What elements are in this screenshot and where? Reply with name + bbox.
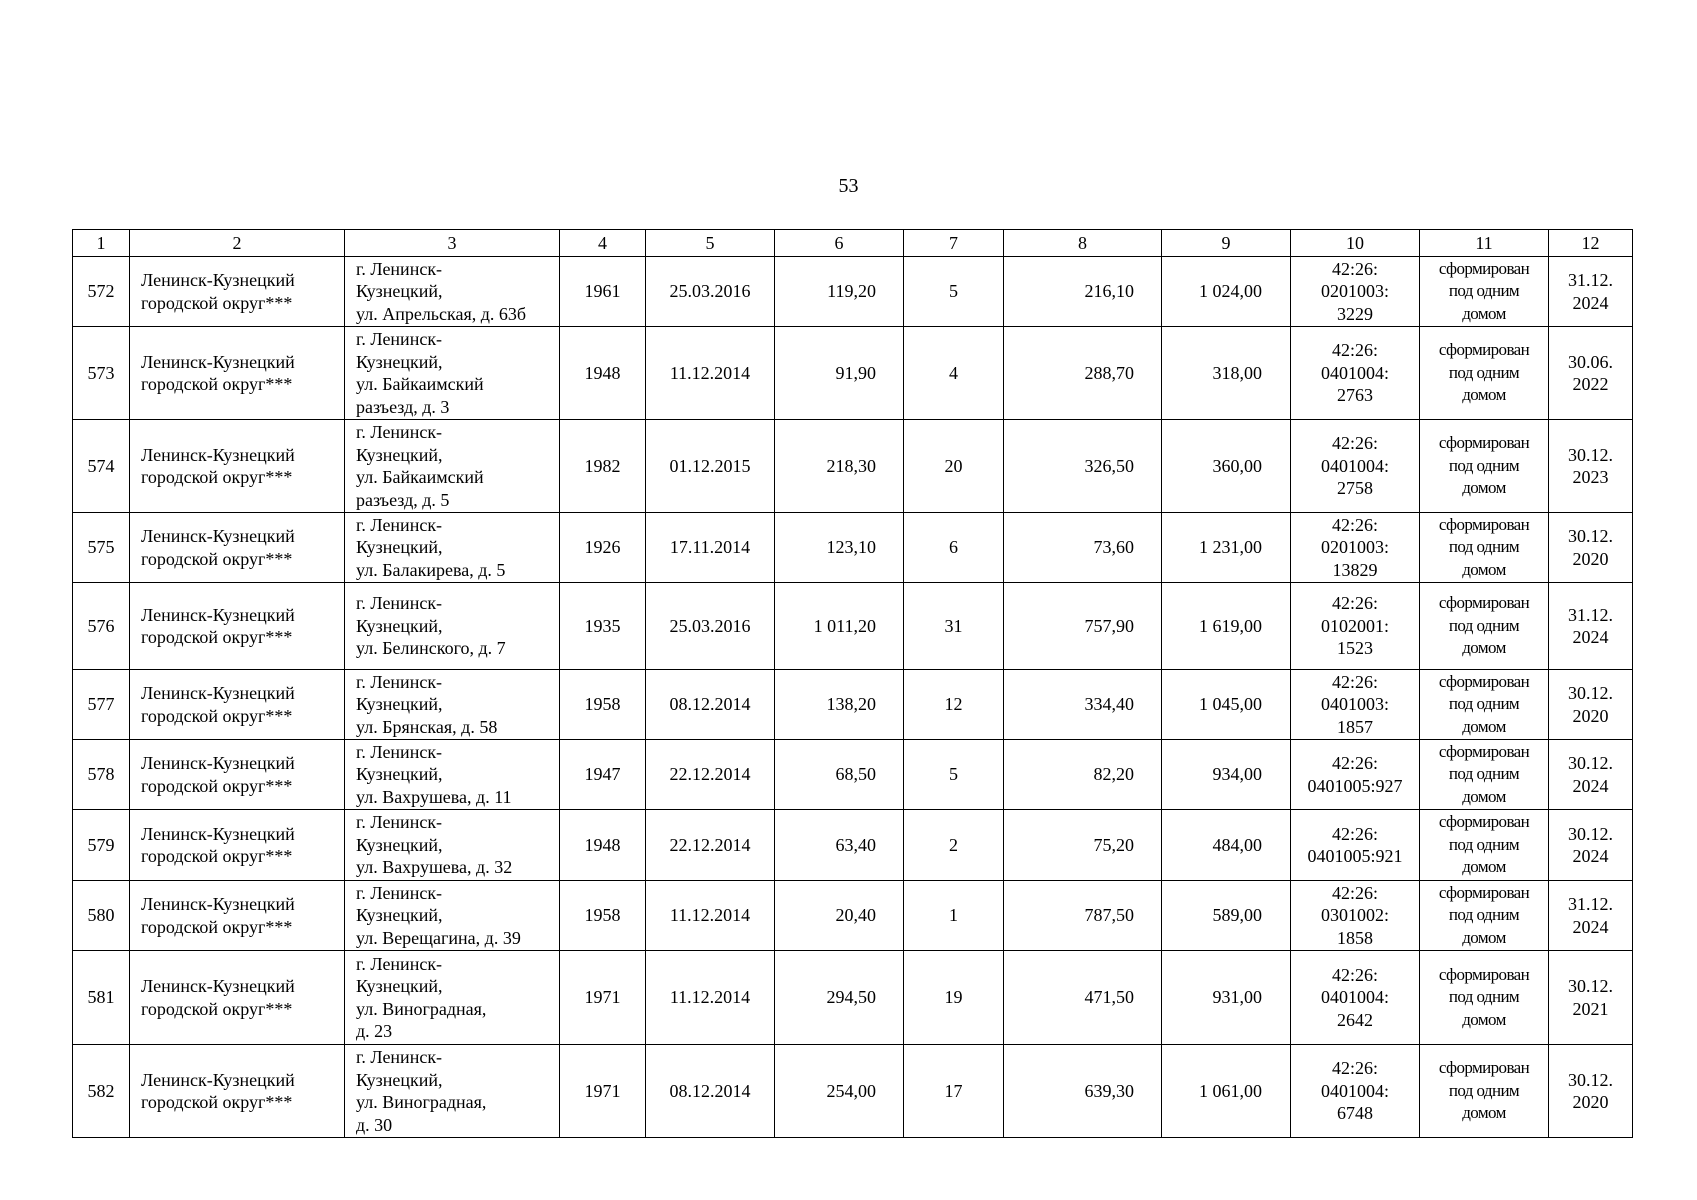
- year-built-cell: 1958: [560, 670, 646, 740]
- table-row: [73, 513, 1633, 583]
- row-number-cell: 572: [73, 257, 130, 327]
- residents-cell: 20: [904, 420, 1004, 513]
- column-number-row: [73, 230, 1633, 257]
- residents-cell: 6: [904, 513, 1004, 583]
- year-built-cell: 1961: [560, 257, 646, 327]
- land-area-cell: 639,30: [1004, 1045, 1162, 1138]
- row-number-cell: 574: [73, 420, 130, 513]
- cadastral-number-cell: 42:26: 0401004: 6748: [1291, 1045, 1420, 1138]
- year-built-cell: 1971: [560, 951, 646, 1045]
- cadastral-number-cell: 42:26: 0401003: 1857: [1291, 670, 1420, 740]
- land-area-cell: 787,50: [1004, 881, 1162, 951]
- municipality-cell: Ленинск-Кузнецкий городской округ***: [130, 1045, 345, 1138]
- land-area-cell: 75,20: [1004, 810, 1162, 881]
- address-cell: г. Ленинск- Кузнецкий, ул. Байкаимский разъезд, д. 5: [345, 420, 560, 513]
- row-number-cell: 581: [73, 951, 130, 1045]
- municipality-cell: Ленинск-Кузнецкий городской округ***: [130, 257, 345, 327]
- cadastral-number-cell: 42:26: 0201003: 13829: [1291, 513, 1420, 583]
- deadline-cell: 30.06. 2022: [1549, 327, 1633, 420]
- table-row: [73, 327, 1633, 420]
- table-row: [73, 670, 1633, 740]
- column-9-cell: 360,00: [1162, 420, 1291, 513]
- residents-cell: 19: [904, 951, 1004, 1045]
- column-9-cell: 1 061,00: [1162, 1045, 1291, 1138]
- land-status-cell: сформирован под одним домом: [1420, 1045, 1549, 1138]
- residents-cell: 12: [904, 670, 1004, 740]
- table-row: [73, 420, 1633, 513]
- address-cell: г. Ленинск- Кузнецкий, ул. Брянская, д. 58: [345, 670, 560, 740]
- address-cell: г. Ленинск- Кузнецкий, ул. Верещагина, д. 39: [345, 881, 560, 951]
- column-9-cell: 484,00: [1162, 810, 1291, 881]
- row-number-cell: 573: [73, 327, 130, 420]
- date-cell: 11.12.2014: [646, 951, 775, 1045]
- residents-cell: 4: [904, 327, 1004, 420]
- date-cell: 25.03.2016: [646, 583, 775, 670]
- land-area-cell: 471,50: [1004, 951, 1162, 1045]
- column-9-cell: 934,00: [1162, 740, 1291, 810]
- land-area-cell: 216,10: [1004, 257, 1162, 327]
- table-row: [73, 1045, 1633, 1138]
- cadastral-number-cell: 42:26: 0401005:921: [1291, 810, 1420, 881]
- date-cell: 08.12.2014: [646, 670, 775, 740]
- row-number-cell: 582: [73, 1045, 130, 1138]
- column-header: 7: [904, 230, 1004, 257]
- land-status-cell: сформирован под одним домом: [1420, 583, 1549, 670]
- table-row: [73, 583, 1633, 670]
- land-status-cell: сформирован под одним домом: [1420, 740, 1549, 810]
- residents-cell: 5: [904, 257, 1004, 327]
- table-row: [73, 881, 1633, 951]
- page-number: 53: [838, 175, 859, 197]
- deadline-cell: 30.12. 2024: [1549, 740, 1633, 810]
- area-cell: 254,00: [775, 1045, 904, 1138]
- area-cell: 20,40: [775, 881, 904, 951]
- column-header: 5: [646, 230, 775, 257]
- residents-cell: 17: [904, 1045, 1004, 1138]
- land-status-cell: сформирован под одним домом: [1420, 513, 1549, 583]
- land-area-cell: 334,40: [1004, 670, 1162, 740]
- year-built-cell: 1982: [560, 420, 646, 513]
- land-area-cell: 288,70: [1004, 327, 1162, 420]
- area-cell: 123,10: [775, 513, 904, 583]
- municipality-cell: Ленинск-Кузнецкий городской округ***: [130, 670, 345, 740]
- area-cell: 63,40: [775, 810, 904, 881]
- date-cell: 17.11.2014: [646, 513, 775, 583]
- cadastral-number-cell: 42:26: 0401004: 2642: [1291, 951, 1420, 1045]
- cadastral-number-cell: 42:26: 0102001: 1523: [1291, 583, 1420, 670]
- column-header: 12: [1549, 230, 1633, 257]
- address-cell: г. Ленинск- Кузнецкий, ул. Вахрушева, д. 11: [345, 740, 560, 810]
- cadastral-number-cell: 42:26: 0401005:927: [1291, 740, 1420, 810]
- land-status-cell: сформирован под одним домом: [1420, 810, 1549, 881]
- deadline-cell: 30.12. 2024: [1549, 810, 1633, 881]
- row-number-cell: 576: [73, 583, 130, 670]
- table-row: [73, 810, 1633, 881]
- land-area-cell: 757,90: [1004, 583, 1162, 670]
- date-cell: 01.12.2015: [646, 420, 775, 513]
- year-built-cell: 1948: [560, 810, 646, 881]
- residents-cell: 31: [904, 583, 1004, 670]
- column-9-cell: 1 045,00: [1162, 670, 1291, 740]
- land-status-cell: сформирован под одним домом: [1420, 951, 1549, 1045]
- date-cell: 22.12.2014: [646, 740, 775, 810]
- land-area-cell: 326,50: [1004, 420, 1162, 513]
- address-cell: г. Ленинск- Кузнецкий, ул. Белинского, д. 7: [345, 583, 560, 670]
- deadline-cell: 31.12. 2024: [1549, 583, 1633, 670]
- area-cell: 218,30: [775, 420, 904, 513]
- year-built-cell: 1926: [560, 513, 646, 583]
- municipality-cell: Ленинск-Кузнецкий городской округ***: [130, 810, 345, 881]
- column-9-cell: 1 024,00: [1162, 257, 1291, 327]
- row-number-cell: 579: [73, 810, 130, 881]
- column-header: 1: [73, 230, 130, 257]
- area-cell: 119,20: [775, 257, 904, 327]
- area-cell: 294,50: [775, 951, 904, 1045]
- deadline-cell: 30.12. 2023: [1549, 420, 1633, 513]
- land-status-cell: сформирован под одним домом: [1420, 257, 1549, 327]
- table-row: [73, 257, 1633, 327]
- residents-cell: 5: [904, 740, 1004, 810]
- date-cell: 08.12.2014: [646, 1045, 775, 1138]
- table-row: [73, 951, 1633, 1045]
- address-cell: г. Ленинск- Кузнецкий, ул. Виноградная, д. 23: [345, 951, 560, 1045]
- deadline-cell: 31.12. 2024: [1549, 257, 1633, 327]
- area-cell: 91,90: [775, 327, 904, 420]
- land-status-cell: сформирован под одним домом: [1420, 420, 1549, 513]
- land-status-cell: сформирован под одним домом: [1420, 327, 1549, 420]
- address-cell: г. Ленинск- Кузнецкий, ул. Апрельская, д. 63б: [345, 257, 560, 327]
- year-built-cell: 1947: [560, 740, 646, 810]
- column-header: 3: [345, 230, 560, 257]
- year-built-cell: 1958: [560, 881, 646, 951]
- column-9-cell: 589,00: [1162, 881, 1291, 951]
- year-built-cell: 1948: [560, 327, 646, 420]
- address-cell: г. Ленинск- Кузнецкий, ул. Балакирева, д. 5: [345, 513, 560, 583]
- column-9-cell: 1 231,00: [1162, 513, 1291, 583]
- land-status-cell: сформирован под одним домом: [1420, 670, 1549, 740]
- address-cell: г. Ленинск- Кузнецкий, ул. Вахрушева, д. 32: [345, 810, 560, 881]
- land-area-cell: 82,20: [1004, 740, 1162, 810]
- municipality-cell: Ленинск-Кузнецкий городской округ***: [130, 420, 345, 513]
- municipality-cell: Ленинск-Кузнецкий городской округ***: [130, 881, 345, 951]
- column-header: 9: [1162, 230, 1291, 257]
- cadastral-number-cell: 42:26: 0401004: 2763: [1291, 327, 1420, 420]
- deadline-cell: 30.12. 2020: [1549, 670, 1633, 740]
- row-number-cell: 575: [73, 513, 130, 583]
- date-cell: 11.12.2014: [646, 881, 775, 951]
- column-header: 10: [1291, 230, 1420, 257]
- date-cell: 22.12.2014: [646, 810, 775, 881]
- column-9-cell: 318,00: [1162, 327, 1291, 420]
- housing-registry-table: [72, 229, 1633, 1138]
- year-built-cell: 1971: [560, 1045, 646, 1138]
- municipality-cell: Ленинск-Кузнецкий городской округ***: [130, 740, 345, 810]
- municipality-cell: Ленинск-Кузнецкий городской округ***: [130, 951, 345, 1045]
- column-9-cell: 1 619,00: [1162, 583, 1291, 670]
- column-header: 6: [775, 230, 904, 257]
- area-cell: 138,20: [775, 670, 904, 740]
- municipality-cell: Ленинск-Кузнецкий городской округ***: [130, 327, 345, 420]
- date-cell: 25.03.2016: [646, 257, 775, 327]
- address-cell: г. Ленинск- Кузнецкий, ул. Байкаимский разъезд, д. 3: [345, 327, 560, 420]
- land-area-cell: 73,60: [1004, 513, 1162, 583]
- row-number-cell: 578: [73, 740, 130, 810]
- cadastral-number-cell: 42:26: 0201003: 3229: [1291, 257, 1420, 327]
- cadastral-number-cell: 42:26: 0401004: 2758: [1291, 420, 1420, 513]
- deadline-cell: 30.12. 2020: [1549, 513, 1633, 583]
- municipality-cell: Ленинск-Кузнецкий городской округ***: [130, 513, 345, 583]
- row-number-cell: 577: [73, 670, 130, 740]
- column-header: 11: [1420, 230, 1549, 257]
- cadastral-number-cell: 42:26: 0301002: 1858: [1291, 881, 1420, 951]
- deadline-cell: 30.12. 2021: [1549, 951, 1633, 1045]
- address-cell: г. Ленинск- Кузнецкий, ул. Виноградная, д. 30: [345, 1045, 560, 1138]
- year-built-cell: 1935: [560, 583, 646, 670]
- area-cell: 1 011,20: [775, 583, 904, 670]
- area-cell: 68,50: [775, 740, 904, 810]
- land-status-cell: сформирован под одним домом: [1420, 881, 1549, 951]
- residents-cell: 1: [904, 881, 1004, 951]
- column-9-cell: 931,00: [1162, 951, 1291, 1045]
- municipality-cell: Ленинск-Кузнецкий городской округ***: [130, 583, 345, 670]
- column-header: 8: [1004, 230, 1162, 257]
- column-header: 2: [130, 230, 345, 257]
- row-number-cell: 580: [73, 881, 130, 951]
- deadline-cell: 31.12. 2024: [1549, 881, 1633, 951]
- deadline-cell: 30.12. 2020: [1549, 1045, 1633, 1138]
- date-cell: 11.12.2014: [646, 327, 775, 420]
- residents-cell: 2: [904, 810, 1004, 881]
- column-header: 4: [560, 230, 646, 257]
- table-row: [73, 740, 1633, 810]
